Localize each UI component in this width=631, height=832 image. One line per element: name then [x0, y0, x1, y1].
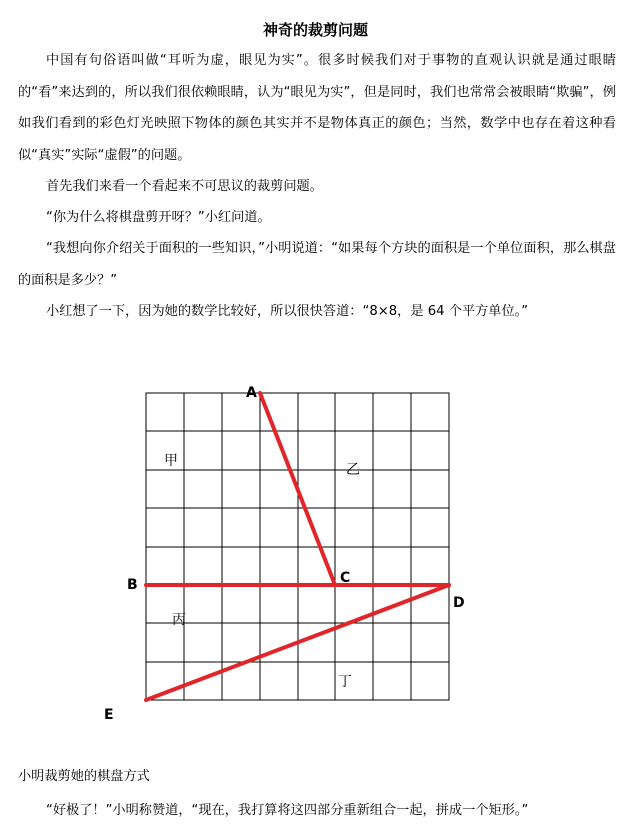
paragraph-intro: 中国有句俗语叫做“耳听为虚，眼见为实”。很多时候我们对于事物的直观认识就是通过眼睛的“看”来达到的，所以我们很依赖眼睛，认为“眼见为实”，但是同时，我们也常常会被眼睛“欺骗”，例如我们看到的彩色灯光映照下物体的颜色其实并不是物体真正的颜色；当然，数学中也存在着这种看似“真实”实际“虚假”的问题。: [18, 53, 616, 163]
chessboard-diagram: [0, 370, 631, 730]
page-title: 神奇的裁剪问题: [262, 21, 368, 39]
paragraph-xiaoming-praise: “好极了！”小明称赞道，“现在，我打算将这四部分重新组合一起，拼成一个矩形。”: [46, 803, 529, 818]
paragraph-xiaoming-question: “我想向你介绍关于面积的一些知识，”小明说道：“如果每个方块的面积是一个单位面积，那么棋盘的面积是多少？”: [18, 241, 616, 288]
point-label-c: C: [340, 570, 351, 586]
paragraph-xiaohong-answer: 小红想了一下，因为她的数学比较好，所以很快答道：“8×8，是 64 个平方单位。”: [46, 304, 529, 319]
point-label-d: D: [453, 595, 465, 611]
region-label-bing: 丙: [172, 612, 186, 628]
point-label-b: B: [127, 577, 138, 593]
point-label-e: E: [104, 707, 114, 723]
paragraph-puzzle-intro: 首先我们来看一个看起来不可思议的裁剪问题。: [46, 179, 323, 194]
region-label-jia: 甲: [164, 453, 178, 469]
point-label-a: A: [246, 385, 257, 401]
diagram-caption: 小明裁剪她的棋盘方式: [18, 769, 150, 784]
paragraph-xiaohong-question: “你为什么将棋盘剪开呀？”小红问道。: [46, 210, 271, 225]
region-label-yi: 乙: [346, 462, 360, 478]
chessboard-grid: [146, 393, 449, 700]
region-label-ding: 丁: [338, 674, 352, 690]
